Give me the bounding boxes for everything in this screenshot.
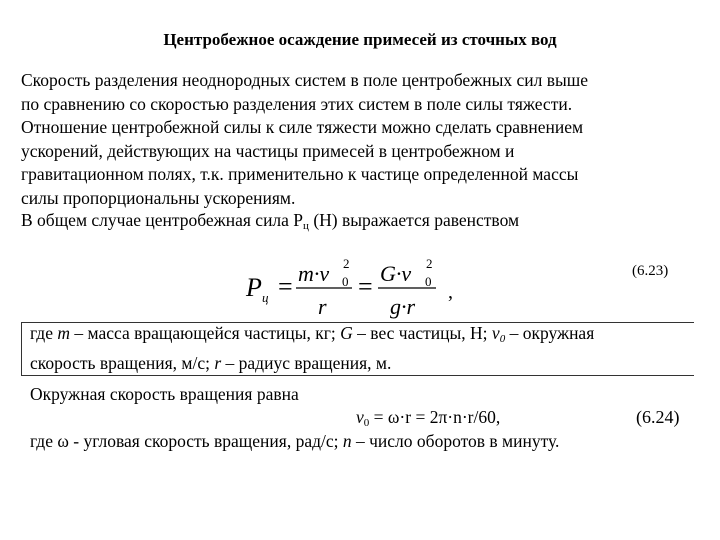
eq1-lhs-sub: ц: [262, 290, 269, 305]
eq1-equals-2: =: [358, 272, 373, 301]
eq1-denominator-1: r: [318, 294, 327, 319]
eq1-comma: ,: [448, 281, 453, 303]
eq1-num2-sup: 2: [426, 256, 433, 271]
definitions-line-1: где m – масса вращающейся частицы, кг; G – вес частицы, Н; $v_0$ – окружная: [30, 323, 595, 345]
page-title: Центробежное осаждение примесей из сточных вод: [163, 30, 557, 49]
eq1-equals: =: [278, 272, 293, 301]
definitions-text: [30, 322, 692, 375]
definitions-2: где ω - угловая скорость вращения, рад/с; n – число оборотов в минуту.: [30, 431, 560, 451]
definitions-line-2: скорость вращения, м/с; r – радиус вращения, м.: [30, 352, 392, 373]
intro-line: по сравнению со скоростью разделения этих систем в поле силы тяжести.: [21, 93, 573, 114]
intro-line: силы пропорциональны ускорениям.: [21, 187, 296, 208]
intro-line: Отношение центробежной силы к силе тяжести можно сделать сравнением: [21, 117, 584, 137]
eq1-numerator-1: m·v: [298, 261, 330, 286]
force-intro: В общем случае центробежная сила $Р_ц$ (Н) выражается равенством: [21, 210, 520, 232]
eq1-lhs: P: [246, 273, 262, 302]
eq1-num1-sub: 0: [342, 274, 349, 289]
intro-line: Скорость разделения неоднородных систем в поле центробежных сил выше: [21, 70, 589, 90]
equation-number-6-24: (6.24): [636, 407, 680, 427]
intro-line: гравитационном полях, т.к. применительно к частице определенной массы: [21, 164, 579, 184]
eq1-denominator-2: g·r: [390, 294, 416, 319]
equation-6-24: $v_0 = \omega\cdot r = 2\pi\cdot n\cdot r/60$,: [356, 407, 501, 429]
eq1-num1-sup: 2: [343, 256, 350, 271]
equation-6-23: [240, 254, 470, 320]
equation-number-6-23: (6.23): [632, 263, 669, 279]
eq1-num2-sub: 0: [425, 274, 432, 289]
intro-paragraph: [21, 69, 687, 210]
peripheral-intro: Окружная скорость вращения равна: [30, 384, 299, 404]
intro-line: ускорений, действующих на частицы примесей в центробежном и: [21, 140, 515, 161]
eq1-numerator-2: G·v: [380, 261, 412, 286]
